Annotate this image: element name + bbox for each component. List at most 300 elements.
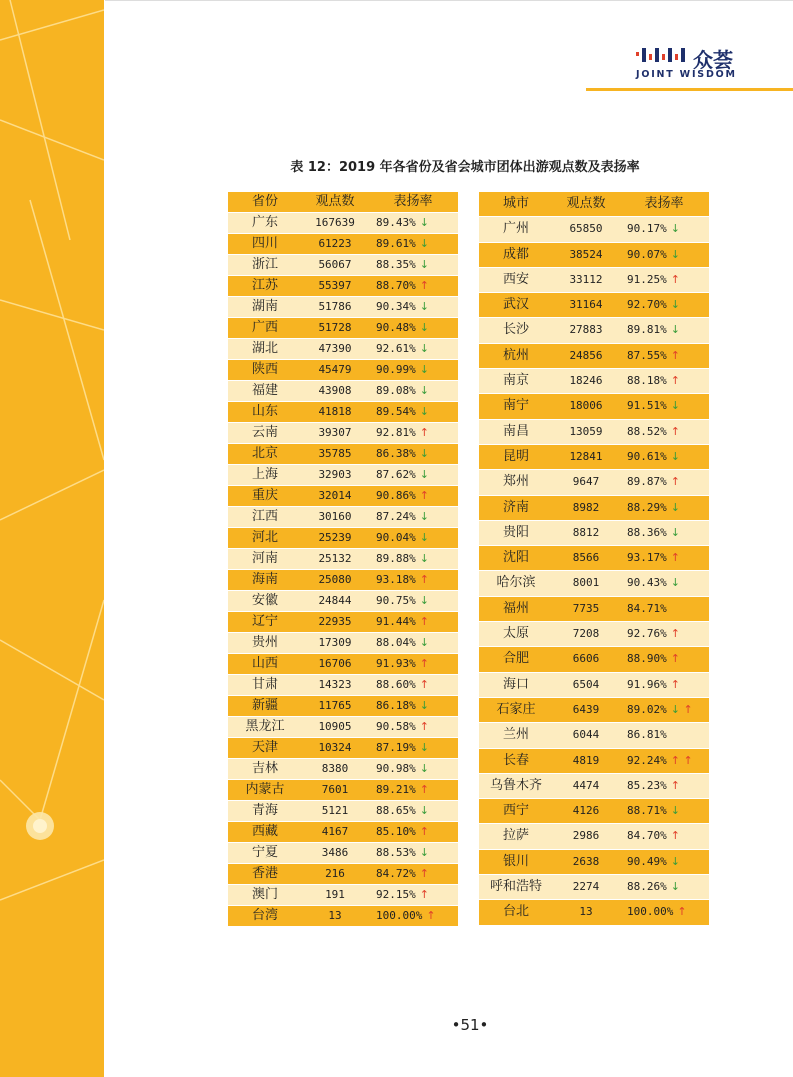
table-row <box>479 698 709 722</box>
row-rate: 92.81% <box>376 426 416 439</box>
row-count: 41818 <box>302 402 368 422</box>
row-count: 7208 <box>553 622 619 646</box>
row-rate: 88.71% <box>627 804 667 818</box>
trend-up-icon: ↓ ↑ <box>670 702 693 716</box>
row-name: 西藏 <box>228 822 302 842</box>
trend-down-icon: ↓ <box>670 222 680 236</box>
table-row <box>228 339 458 359</box>
province-table <box>228 191 458 927</box>
network-pattern-graphic <box>0 0 104 1077</box>
row-rate: 91.93% <box>376 657 416 670</box>
row-rate: 88.36% <box>627 525 667 539</box>
row-rate-cell <box>368 465 458 485</box>
row-rate: 86.18% <box>376 699 416 712</box>
row-rate-cell <box>619 597 709 621</box>
row-count: 2638 <box>553 850 619 874</box>
table-row <box>479 571 709 595</box>
table-row <box>479 597 709 621</box>
row-name: 新疆 <box>228 696 302 716</box>
row-rate: 88.52% <box>627 424 667 438</box>
row-rate-cell <box>368 486 458 506</box>
trend-up-icon: ↑ <box>419 489 429 502</box>
row-rate-cell <box>368 549 458 569</box>
row-count: 5121 <box>302 801 368 821</box>
row-rate-cell <box>619 243 709 267</box>
row-rate-cell <box>368 276 458 296</box>
table-row <box>479 344 709 368</box>
table-row <box>228 360 458 380</box>
row-count: 3486 <box>302 843 368 863</box>
row-rate: 89.21% <box>376 783 416 796</box>
row-rate-cell <box>368 738 458 758</box>
row-count: 191 <box>302 885 368 905</box>
row-name: 湖南 <box>228 297 302 317</box>
trend-down-icon: ↓ <box>419 342 429 355</box>
row-count: 18246 <box>553 369 619 393</box>
table-row <box>228 570 458 590</box>
row-count: 8380 <box>302 759 368 779</box>
row-rate: 89.87% <box>627 475 667 489</box>
row-rate: 89.61% <box>376 237 416 250</box>
table-row <box>479 496 709 520</box>
row-count: 10324 <box>302 738 368 758</box>
row-count: 43908 <box>302 381 368 401</box>
trend-down-icon: ↓ <box>419 552 429 565</box>
row-name: 武汉 <box>479 293 553 317</box>
row-count: 24844 <box>302 591 368 611</box>
trend-down-icon: ↓ <box>419 699 429 712</box>
trend-down-icon: ↓ <box>419 384 429 397</box>
row-rate: 93.17% <box>627 551 667 565</box>
decorative-sidebar <box>0 0 104 1077</box>
brand-name-cn: 众荟 <box>693 48 733 72</box>
row-name: 重庆 <box>228 486 302 506</box>
row-name: 南宁 <box>479 394 553 418</box>
table-row <box>479 268 709 292</box>
row-count: 9647 <box>553 470 619 494</box>
table-row <box>479 445 709 469</box>
row-rate-cell <box>619 470 709 494</box>
row-count: 56067 <box>302 255 368 275</box>
trend-up-icon: ↑ <box>670 551 680 565</box>
trend-down-icon: ↓ <box>419 741 429 754</box>
row-count: 13 <box>553 900 619 924</box>
row-rate-cell <box>368 822 458 842</box>
row-rate: 90.34% <box>376 300 416 313</box>
table-row <box>479 875 709 899</box>
row-name: 黑龙江 <box>228 717 302 737</box>
row-count: 167639 <box>302 213 368 233</box>
row-rate-cell <box>619 647 709 671</box>
row-rate: 88.18% <box>627 374 667 388</box>
row-name: 沈阳 <box>479 546 553 570</box>
row-rate-cell <box>619 318 709 342</box>
table-row <box>228 822 458 842</box>
row-count: 35785 <box>302 444 368 464</box>
trend-down-icon: ↓ <box>419 300 429 313</box>
row-name: 西宁 <box>479 799 553 823</box>
row-count: 4126 <box>553 799 619 823</box>
row-rate: 91.25% <box>627 272 667 286</box>
table-header-row <box>479 192 709 216</box>
trend-down-icon: ↓ <box>670 323 680 337</box>
row-rate: 90.48% <box>376 321 416 334</box>
trend-down-icon: ↓ <box>419 594 429 607</box>
row-name: 拉萨 <box>479 824 553 848</box>
row-name: 山西 <box>228 654 302 674</box>
row-rate-cell <box>368 360 458 380</box>
row-rate: 86.38% <box>376 447 416 460</box>
row-count: 32903 <box>302 465 368 485</box>
trend-up-icon: ↑ <box>677 905 687 919</box>
row-count: 6504 <box>553 673 619 697</box>
row-name: 云南 <box>228 423 302 443</box>
row-rate-cell <box>368 297 458 317</box>
row-rate-cell <box>368 507 458 527</box>
logo-mark-icon <box>636 44 692 66</box>
row-rate-cell <box>619 673 709 697</box>
trend-down-icon: ↓ <box>419 321 429 334</box>
table-row <box>228 423 458 443</box>
row-rate: 91.96% <box>627 677 667 691</box>
row-rate: 100.00% <box>627 905 674 919</box>
row-rate-cell <box>368 654 458 674</box>
table-row <box>479 749 709 773</box>
row-count: 39307 <box>302 423 368 443</box>
trend-up-icon: ↑ <box>670 348 680 362</box>
table-row <box>479 318 709 342</box>
row-rate-cell <box>619 268 709 292</box>
trend-down-icon: ↓ <box>419 846 429 859</box>
row-name: 郑州 <box>479 470 553 494</box>
row-rate: 90.17% <box>627 222 667 236</box>
row-rate-cell <box>368 444 458 464</box>
row-rate: 90.61% <box>627 449 667 463</box>
row-rate: 84.71% <box>627 601 667 615</box>
row-name: 安徽 <box>228 591 302 611</box>
row-count: 13059 <box>553 420 619 444</box>
row-rate-cell <box>619 420 709 444</box>
row-rate-cell <box>619 774 709 798</box>
table-row <box>479 369 709 393</box>
table-row <box>228 465 458 485</box>
row-count: 11765 <box>302 696 368 716</box>
row-rate-cell <box>368 213 458 233</box>
table-row <box>479 470 709 494</box>
row-count: 38524 <box>553 243 619 267</box>
row-count: 4167 <box>302 822 368 842</box>
row-count: 33112 <box>553 268 619 292</box>
row-name: 杭州 <box>479 344 553 368</box>
trend-down-icon: ↓ <box>419 363 429 376</box>
table-row <box>479 546 709 570</box>
table-row <box>479 394 709 418</box>
row-rate-cell <box>368 885 458 905</box>
row-rate-cell <box>619 900 709 924</box>
row-rate-cell <box>368 675 458 695</box>
trend-down-icon: ↓ <box>670 399 680 413</box>
row-rate: 88.29% <box>627 500 667 514</box>
row-rate: 84.70% <box>627 829 667 843</box>
row-name: 广州 <box>479 217 553 241</box>
table-row <box>479 217 709 241</box>
row-name: 江苏 <box>228 276 302 296</box>
trend-up-icon: ↑ <box>419 615 429 628</box>
row-rate: 90.04% <box>376 531 416 544</box>
row-rate-cell <box>619 723 709 747</box>
row-count: 32014 <box>302 486 368 506</box>
table-row <box>228 885 458 905</box>
trend-up-icon: ↑ ↑ <box>670 753 693 767</box>
trend-down-icon: ↓ <box>670 247 680 261</box>
row-rate: 90.58% <box>376 720 416 733</box>
row-name: 兰州 <box>479 723 553 747</box>
trend-down-icon: ↓ <box>419 237 429 250</box>
row-rate-cell <box>619 521 709 545</box>
trend-up-icon: ↑ <box>419 657 429 670</box>
table-row <box>228 591 458 611</box>
table-row <box>228 780 458 800</box>
row-rate: 85.10% <box>376 825 416 838</box>
table-row <box>228 549 458 569</box>
column-header: 省份 <box>228 192 302 212</box>
table-row <box>228 696 458 716</box>
row-rate: 90.99% <box>376 363 416 376</box>
trend-up-icon: ↑ <box>419 867 429 880</box>
row-rate: 87.24% <box>376 510 416 523</box>
row-rate-cell <box>368 717 458 737</box>
table-row <box>228 801 458 821</box>
trend-down-icon: ↓ <box>670 500 680 514</box>
row-name: 海口 <box>479 673 553 697</box>
table-row <box>228 864 458 884</box>
row-rate-cell <box>368 423 458 443</box>
trend-up-icon: ↑ <box>419 678 429 691</box>
table-row <box>228 486 458 506</box>
row-name: 浙江 <box>228 255 302 275</box>
row-count: 25132 <box>302 549 368 569</box>
row-rate-cell <box>619 344 709 368</box>
row-rate-cell <box>368 381 458 401</box>
row-rate-cell <box>619 394 709 418</box>
row-rate-cell <box>368 339 458 359</box>
row-rate-cell <box>368 843 458 863</box>
row-rate: 92.70% <box>627 298 667 312</box>
row-count: 51728 <box>302 318 368 338</box>
table-row <box>228 633 458 653</box>
row-name: 长春 <box>479 749 553 773</box>
row-name: 福建 <box>228 381 302 401</box>
row-rate-cell <box>368 759 458 779</box>
row-rate-cell <box>368 906 458 926</box>
row-name: 陕西 <box>228 360 302 380</box>
trend-up-icon: ↑ <box>670 475 680 489</box>
trend-down-icon: ↓ <box>670 576 680 590</box>
row-count: 8566 <box>553 546 619 570</box>
trend-down-icon: ↓ <box>419 216 429 229</box>
row-rate-cell <box>619 824 709 848</box>
trend-up-icon: ↑ <box>670 778 680 792</box>
table-row <box>228 297 458 317</box>
table-row <box>479 647 709 671</box>
table-row <box>228 507 458 527</box>
row-count: 8001 <box>553 571 619 595</box>
row-name: 乌鲁木齐 <box>479 774 553 798</box>
row-rate-cell <box>619 749 709 773</box>
row-name: 内蒙古 <box>228 780 302 800</box>
trend-up-icon: ↑ <box>670 374 680 388</box>
trend-up-icon: ↑ <box>419 825 429 838</box>
row-rate: 92.24% <box>627 753 667 767</box>
trend-down-icon: ↓ <box>670 298 680 312</box>
row-rate-cell <box>368 234 458 254</box>
row-rate-cell <box>619 217 709 241</box>
row-rate: 90.43% <box>627 576 667 590</box>
table-row <box>228 906 458 926</box>
trend-down-icon: ↓ <box>419 762 429 775</box>
row-count: 25080 <box>302 570 368 590</box>
row-count: 17309 <box>302 633 368 653</box>
row-name: 河北 <box>228 528 302 548</box>
row-name: 银川 <box>479 850 553 874</box>
row-rate: 88.90% <box>627 652 667 666</box>
row-name: 台湾 <box>228 906 302 926</box>
row-rate: 90.49% <box>627 854 667 868</box>
row-name: 南昌 <box>479 420 553 444</box>
row-count: 25239 <box>302 528 368 548</box>
row-count: 6044 <box>553 723 619 747</box>
row-count: 22935 <box>302 612 368 632</box>
row-rate-cell <box>368 570 458 590</box>
row-rate: 88.70% <box>376 279 416 292</box>
trend-down-icon: ↓ <box>670 854 680 868</box>
trend-up-icon: ↑ <box>419 426 429 439</box>
row-name: 吉林 <box>228 759 302 779</box>
column-header: 观点数 <box>553 192 619 216</box>
row-rate: 88.53% <box>376 846 416 859</box>
row-name: 呼和浩特 <box>479 875 553 899</box>
row-rate: 92.15% <box>376 888 416 901</box>
row-rate: 89.54% <box>376 405 416 418</box>
trend-up-icon: ↑ <box>670 424 680 438</box>
row-rate-cell <box>368 591 458 611</box>
row-rate-cell <box>619 571 709 595</box>
row-rate-cell <box>368 780 458 800</box>
column-header: 表扬率 <box>619 192 709 216</box>
table-row <box>479 723 709 747</box>
row-name: 长沙 <box>479 318 553 342</box>
trend-down-icon: ↓ <box>419 531 429 544</box>
trend-down-icon: ↓ <box>670 525 680 539</box>
trend-up-icon: ↑ <box>670 627 680 641</box>
row-rate-cell <box>619 622 709 646</box>
row-rate: 93.18% <box>376 573 416 586</box>
row-count: 47390 <box>302 339 368 359</box>
city-table <box>479 191 709 926</box>
table-row <box>479 799 709 823</box>
trend-up-icon: ↑ <box>670 652 680 666</box>
row-count: 8982 <box>553 496 619 520</box>
row-name: 济南 <box>479 496 553 520</box>
trend-up-icon: ↑ <box>419 573 429 586</box>
row-count: 30160 <box>302 507 368 527</box>
table-row <box>479 824 709 848</box>
row-name: 四川 <box>228 234 302 254</box>
trend-up-icon: ↑ <box>670 677 680 691</box>
row-rate-cell <box>368 633 458 653</box>
row-rate-cell <box>619 496 709 520</box>
trend-down-icon: ↓ <box>419 636 429 649</box>
row-count: 24856 <box>553 344 619 368</box>
row-count: 2986 <box>553 824 619 848</box>
row-rate: 90.98% <box>376 762 416 775</box>
trend-down-icon: ↓ <box>419 447 429 460</box>
row-count: 13 <box>302 906 368 926</box>
row-count: 12841 <box>553 445 619 469</box>
table-row <box>228 255 458 275</box>
row-rate-cell <box>619 445 709 469</box>
row-name: 石家庄 <box>479 698 553 722</box>
row-rate-cell <box>619 875 709 899</box>
table-row <box>479 243 709 267</box>
table-row <box>228 444 458 464</box>
row-rate-cell <box>368 528 458 548</box>
row-rate: 89.81% <box>627 323 667 337</box>
row-rate-cell <box>368 864 458 884</box>
row-rate: 91.44% <box>376 615 416 628</box>
brand-name-en: JOINT WISDOM <box>636 69 737 80</box>
row-rate-cell <box>619 850 709 874</box>
table-row <box>228 402 458 422</box>
column-header: 观点数 <box>302 192 368 212</box>
row-name: 哈尔滨 <box>479 571 553 595</box>
row-count: 55397 <box>302 276 368 296</box>
row-rate-cell <box>619 293 709 317</box>
row-name: 宁夏 <box>228 843 302 863</box>
table-row <box>479 622 709 646</box>
row-count: 31164 <box>553 293 619 317</box>
row-name: 海南 <box>228 570 302 590</box>
row-rate-cell <box>619 698 709 722</box>
row-rate-cell <box>368 255 458 275</box>
brand-logo <box>636 44 793 100</box>
trend-down-icon: ↓ <box>419 468 429 481</box>
row-rate: 84.72% <box>376 867 416 880</box>
row-count: 4474 <box>553 774 619 798</box>
row-name: 福州 <box>479 597 553 621</box>
row-name: 甘肃 <box>228 675 302 695</box>
row-name: 河南 <box>228 549 302 569</box>
table-row <box>228 675 458 695</box>
table-row <box>228 318 458 338</box>
row-rate: 88.04% <box>376 636 416 649</box>
row-rate-cell <box>619 369 709 393</box>
row-name: 江西 <box>228 507 302 527</box>
column-header: 城市 <box>479 192 553 216</box>
row-count: 16706 <box>302 654 368 674</box>
trend-up-icon: ↑ <box>419 783 429 796</box>
row-count: 18006 <box>553 394 619 418</box>
trend-up-icon: ↑ <box>419 720 429 733</box>
table-row <box>228 843 458 863</box>
table-row <box>228 276 458 296</box>
row-name: 南京 <box>479 369 553 393</box>
row-rate: 86.81% <box>627 728 667 742</box>
trend-down-icon: ↓ <box>419 258 429 271</box>
row-name: 西安 <box>479 268 553 292</box>
trend-up-icon: ↑ <box>426 909 436 922</box>
top-rule <box>105 0 793 1</box>
